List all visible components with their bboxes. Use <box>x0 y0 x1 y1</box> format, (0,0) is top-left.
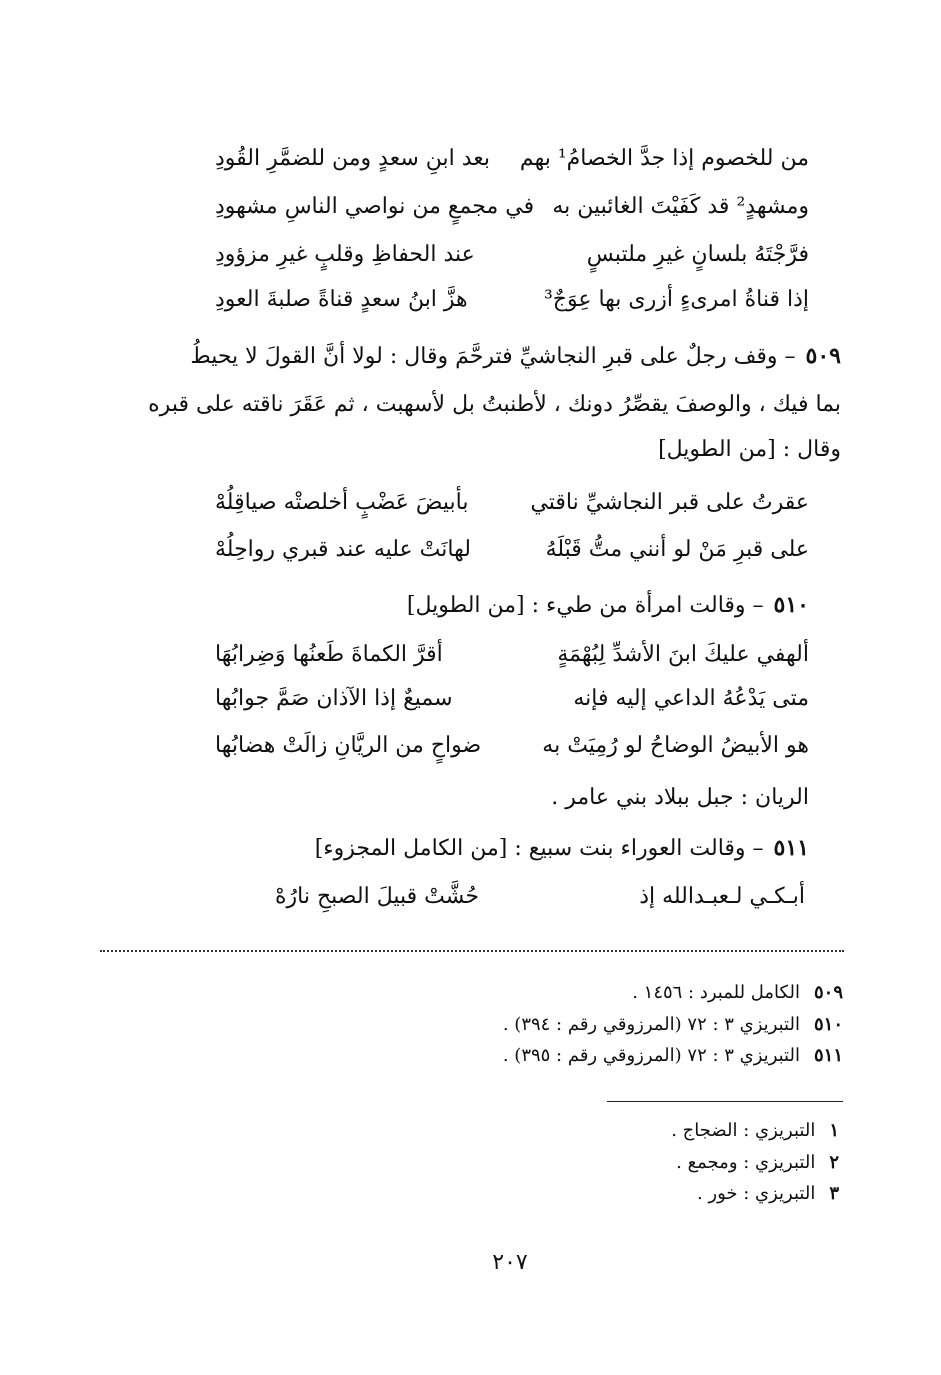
footnote-text: التبريزي : الضجاج . <box>671 1120 816 1141</box>
source-line <box>503 1010 843 1040</box>
footnote-separator <box>607 1101 843 1102</box>
footnote-line <box>671 1116 839 1146</box>
footnote-line <box>697 1179 839 1209</box>
verse-line <box>215 634 809 674</box>
footnote-text: التبريزي : ومجمع . <box>676 1152 816 1173</box>
hemistich-second: حُشَّتْ قبيلَ الصبحِ نارُهْ <box>275 883 479 909</box>
hemistich-second: بأبيضَ عَضْبٍ أخلصتْه صياقِلُهْ <box>215 489 469 515</box>
footnote-number: ٣ <box>829 1183 839 1204</box>
hemistich-first: على قبرِ مَنْ لو أنني متُّ قَبْلَهُ <box>545 536 809 562</box>
hemistich-first: ألهفي عليكَ ابنَ الأشدِّ لِبُهْمَةٍ <box>557 641 809 667</box>
hemistich-second: في مجمعٍ من نواصي الناسِ مشهودِ <box>215 193 535 219</box>
entry-509-line <box>148 385 841 425</box>
entry-511-line <box>139 828 809 869</box>
verse-line <box>215 279 809 319</box>
hemistich-first: أبـكـي لـعبـدالله إذ <box>639 883 805 909</box>
hemistich-first: من للخصوم إذا جدَّ الخصامُ¹ بهم <box>519 145 809 171</box>
hemistich-second: لهانَتْ عليه عند قبري رواحِلُهْ <box>215 536 471 562</box>
entry-number: ٥١٠ <box>773 592 809 618</box>
footnote-line <box>676 1148 839 1178</box>
hemistich-first: إذا قناةُ امرىءٍ أزرى بها عِوَجٌ³ <box>543 286 809 312</box>
verse-line <box>215 482 809 522</box>
source-number: ٥٠٩ <box>813 982 843 1003</box>
verse-line <box>215 234 809 274</box>
source-separator <box>100 950 844 952</box>
entry-509-line <box>171 336 841 377</box>
entry-text: – وقف رجلٌ على قبرِ النجاشيِّ فترحَّمَ وقال : لولا أنَّ القولَ لا يحيطُ <box>190 344 796 369</box>
hemistich-second: هزَّ ابنُ سعدٍ قناةً صلبةَ العودِ <box>215 286 468 312</box>
footnote-number: ٢ <box>829 1152 839 1173</box>
verse-line <box>215 678 809 718</box>
entry-510-line <box>139 585 809 626</box>
hemistich-second: ضواحٍ من الريَّانِ زالَتْ هضابُها <box>215 732 482 758</box>
source-text: الكامل للمبرد : ١٤٥٦ . <box>632 982 800 1003</box>
source-number: ٥١١ <box>813 1045 843 1066</box>
hemistich-second: عند الحفاظِ وقلبٍ غيرِ مزؤودِ <box>215 241 475 267</box>
source-line <box>503 1041 843 1071</box>
verse-line <box>215 138 809 178</box>
entry-text: – وقالت العوراء بنت سبيع : [من الكامل المجزوء] <box>314 836 764 861</box>
entry-text: – وقالت امرأة من طيء : [من الطويل] <box>406 593 764 618</box>
page-number: ٢٠٧ <box>492 1250 528 1275</box>
entry-number: ٥١١ <box>773 835 809 861</box>
verse-line <box>275 876 805 916</box>
source-number: ٥١٠ <box>813 1014 843 1035</box>
source-text: التبريزي ٣ : ٧٢ (المرزوقي رقم : ٣٩٤) . <box>502 1014 800 1035</box>
verse-line <box>215 186 809 226</box>
hemistich-first: متى يَدْعُهُ الداعي إليه فإنه <box>573 685 809 711</box>
hemistich-first: عقرتُ على قبر النجاشيِّ ناقتي <box>530 489 809 515</box>
source-line <box>632 978 843 1008</box>
hemistich-second: سميعٌ إذا الآذان صَمَّ جوابُها <box>215 685 453 711</box>
hemistich-first: فرَّجْتَهُ بلسانٍ غيرِ ملتبسٍ <box>586 241 809 267</box>
hemistich-second: بعد ابنِ سعدٍ ومن للضمَّرِ القُودِ <box>215 145 491 171</box>
entry-text: بما فيك ، والوصفَ يقصِّرُ دونك ، لأطنبتُ بل لأسهبت ، ثم عَقَرَ ناقته على قبره <box>148 392 841 417</box>
footnote-text: التبريزي : خور . <box>696 1183 816 1204</box>
hemistich-first: ومشهدٍ² قد كَفَيْتَ الغائبين به <box>552 193 809 219</box>
source-text: التبريزي ٣ : ٧٢ (المرزوقي رقم : ٣٩٥) . <box>502 1045 800 1066</box>
verse-line <box>215 529 809 569</box>
entry-number: ٥٠٩ <box>805 343 841 369</box>
entry-text: وقال : [من الطويل] <box>658 437 841 462</box>
entry-509-line <box>171 430 841 470</box>
verse-line <box>215 725 809 765</box>
gloss-line <box>139 778 809 818</box>
hemistich-second: أقرَّ الكماةَ طَعنُها وَضِرابُهَا <box>215 641 443 667</box>
hemistich-first: هو الأبيضُ الوضاحُ لو رُمِيَتْ به <box>542 732 809 758</box>
footnote-number: ١ <box>829 1120 839 1141</box>
gloss-text: الريان : جبل ببلاد بني عامر . <box>551 785 809 810</box>
